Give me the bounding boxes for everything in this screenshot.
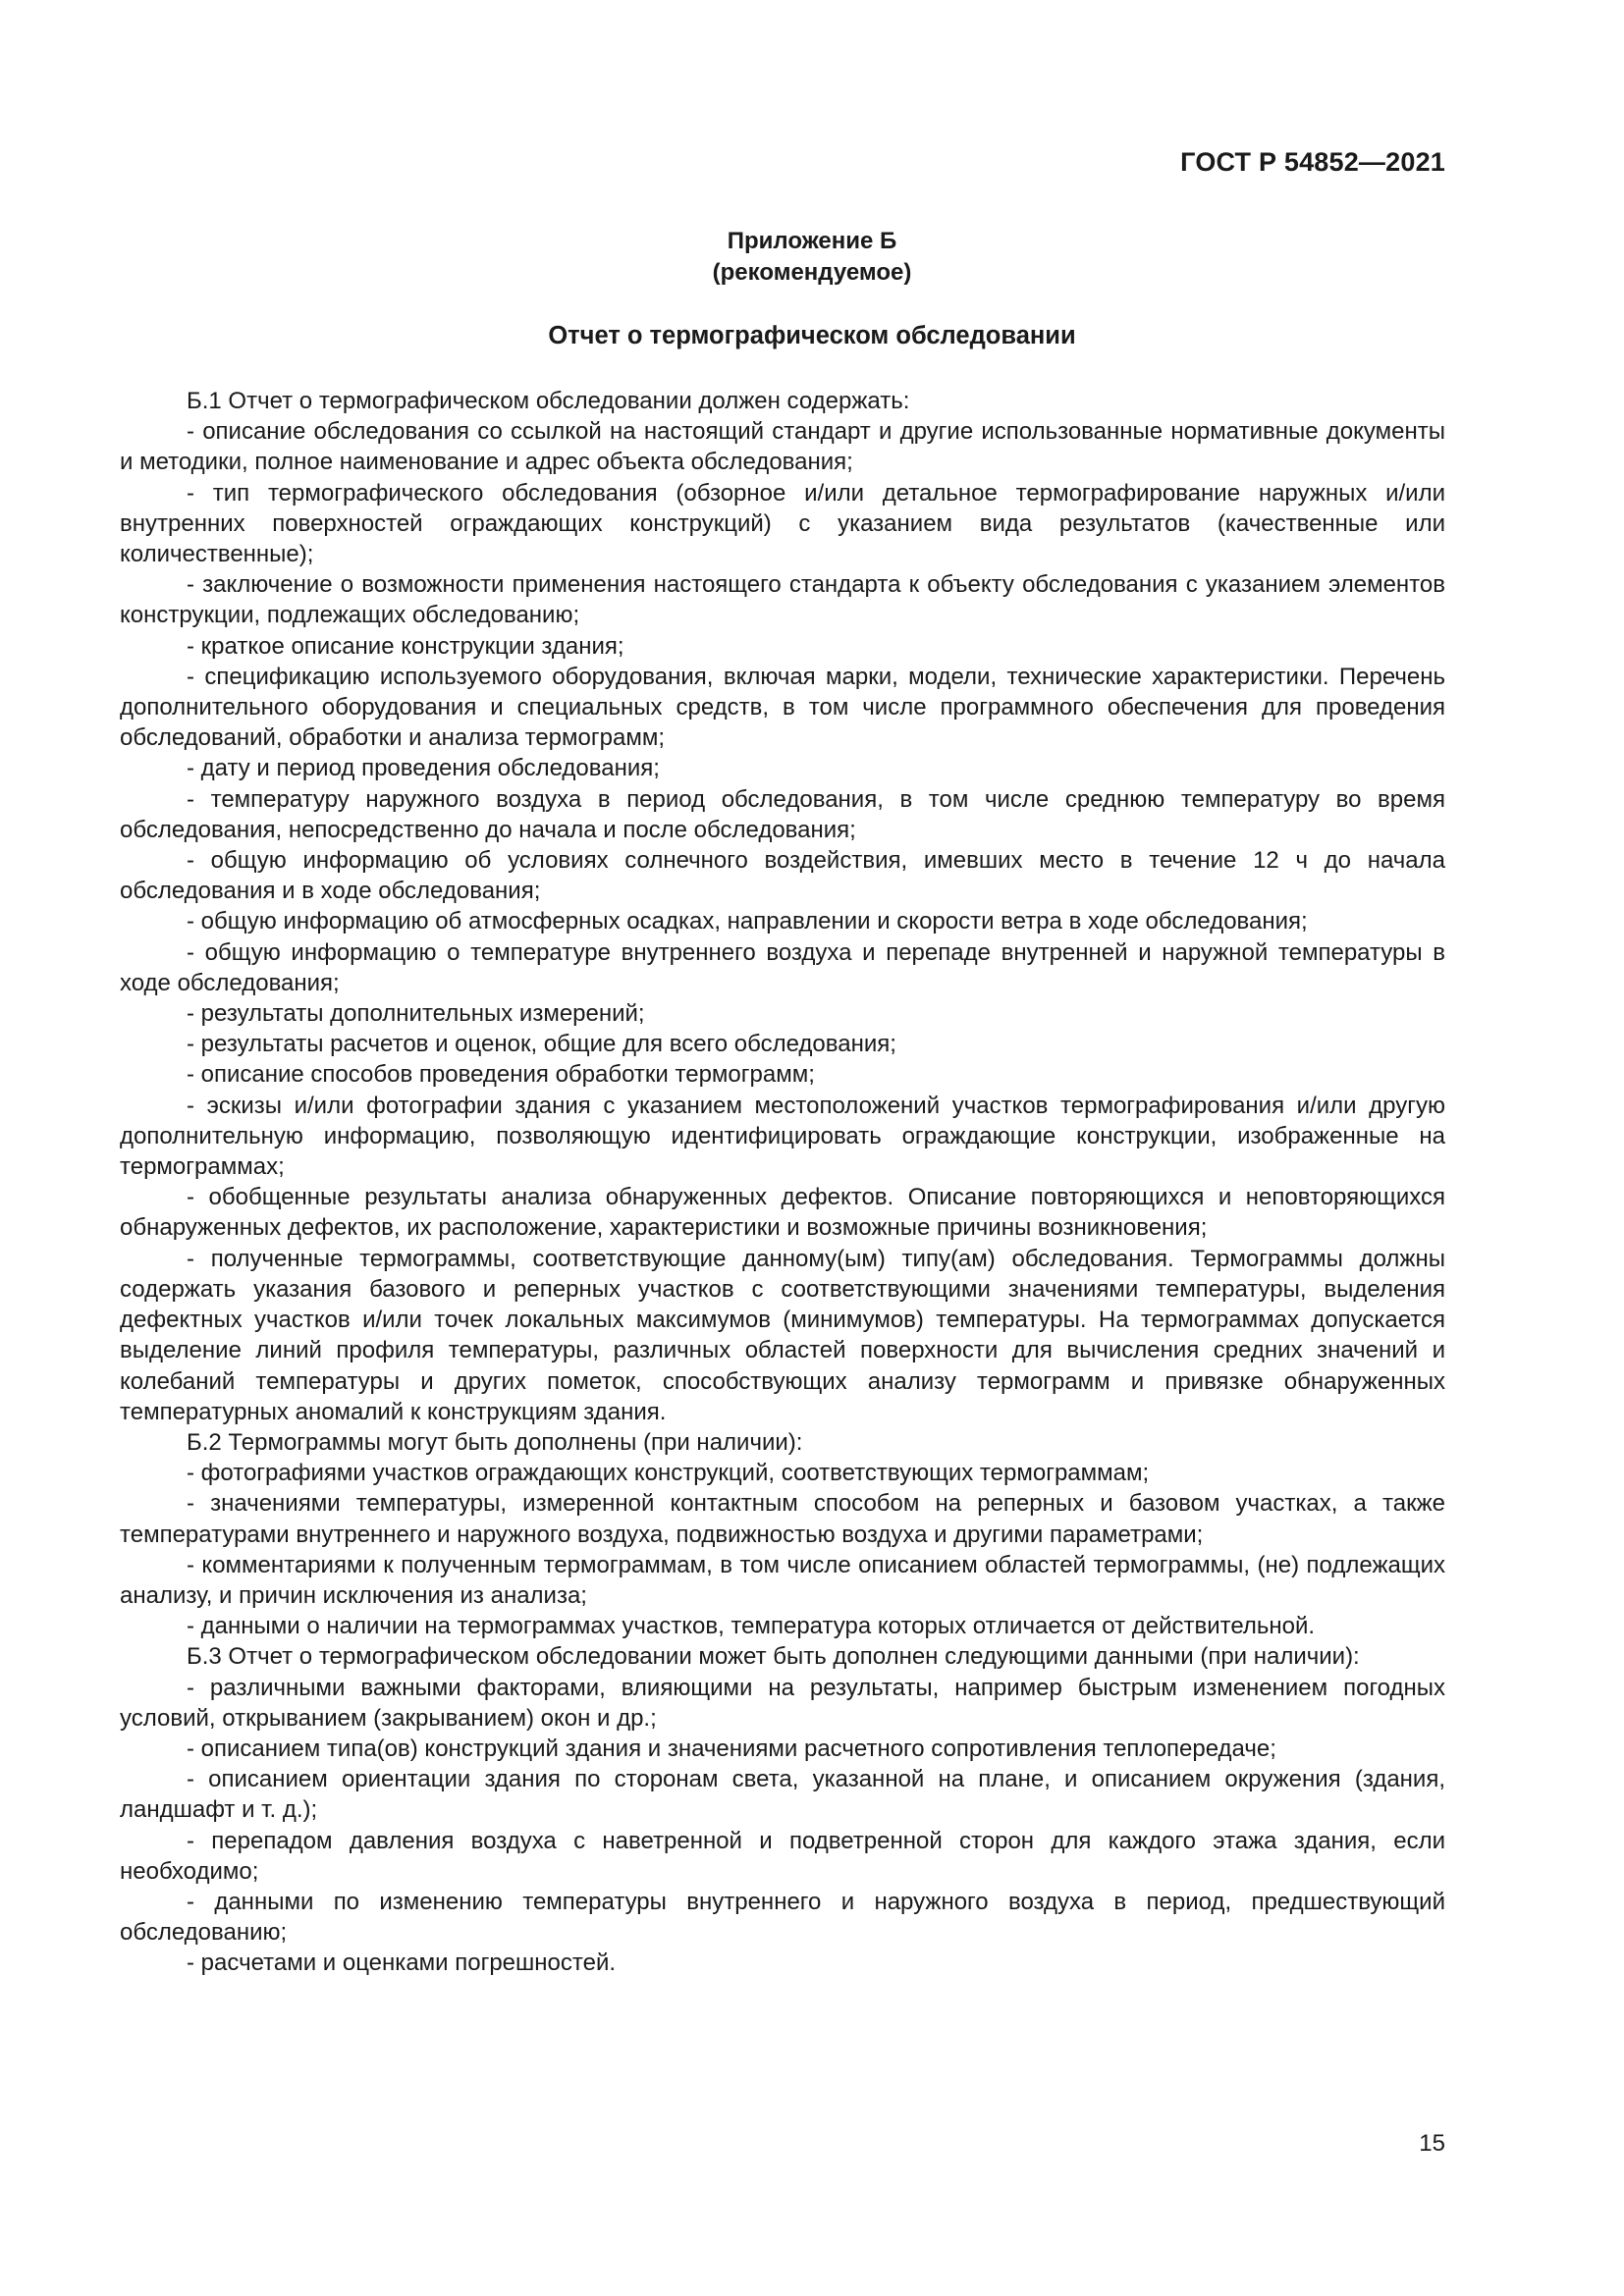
- paragraph: - описанием ориентации здания по сторонам света, указанной на плане, и описанием окружения (здания, ландшафт и т. д.);: [120, 1766, 1445, 1824]
- body-text: [120, 386, 1445, 1979]
- paragraph: - общую информацию об атмосферных осадках, направлении и скорости ветра в ходе обследования;: [187, 908, 1308, 935]
- paragraph: - общую информацию о температуре внутреннего воздуха и перепаде внутренней и наружной температуры в ходе обследования;: [120, 938, 1445, 996]
- appendix-status: (рекомендуемое): [712, 259, 912, 286]
- appendix-title: Приложение Б: [727, 228, 897, 254]
- appendix-heading: [0, 226, 1624, 289]
- paragraph: - описание обследования со ссылкой на настоящий стандарт и другие использованные нормативные документы и методики, полное наименование и адрес объекта обследования;: [120, 418, 1445, 476]
- paragraph: - описание способов проведения обработки термограмм;: [187, 1061, 815, 1089]
- section-title: Отчет о термографическом обследовании: [548, 322, 1076, 349]
- paragraph: - краткое описание конструкции здания;: [187, 632, 624, 660]
- paragraph: - температуру наружного воздуха в период обследования, в том числе среднюю температуру во время обследования, непосредственно до начала и после обследования;: [120, 785, 1445, 843]
- paragraph: - спецификацию используемого оборудования, включая марки, модели, технические характеристики. Перечень дополнительного оборудования и специальных средств, в том числе программного обеспечения для проведения обследований, обработки и анализа термограмм;: [120, 663, 1445, 752]
- paragraph: - заключение о возможности применения настоящего стандарта к объекту обследования с указанием элементов конструкции, подлежащих обследованию;: [120, 571, 1445, 629]
- paragraph: - комментариями к полученным термограммам, в том числе описанием областей термограммы, (не) подлежащих анализу, и причин исключения из анализа;: [120, 1551, 1445, 1609]
- paragraph: Б.1 Отчет о термографическом обследовании должен содержать:: [187, 388, 910, 414]
- paragraph: - фотографиями участков ограждающих конструкций, соответствующих термограммам;: [187, 1460, 1150, 1487]
- paragraph: - перепадом давления воздуха с наветренной и подветренной сторон для каждого этажа здания, если необходимо;: [120, 1827, 1445, 1885]
- paragraph: - результаты расчетов и оценок, общие для всего обследования;: [187, 1031, 896, 1058]
- paragraph: - значениями температуры, измеренной контактным способом на реперных и базовом участках, а также температурами внутреннего и наружного воздуха, подвижностью воздуха и другими параметрами;: [120, 1490, 1445, 1548]
- paragraph: - тип термографического обследования (обзорное и/или детальное термографирование наружных и/или внутренних поверхностей ограждающих конструкций) с указанием вида результатов (качественные или количественные);: [120, 479, 1445, 568]
- paragraph: - дату и период проведения обследования;: [187, 755, 660, 782]
- paragraph: - данными о наличии на термограммах участков, температура которых отличается от действительной.: [187, 1613, 1316, 1640]
- paragraph: - данными по изменению температуры внутреннего и наружного воздуха в период, предшествующий обследованию;: [120, 1888, 1445, 1947]
- paragraph: - эскизы и/или фотографии здания с указанием местоположений участков термографирования и/или другую дополнительную информацию, позволяющую идентифицировать ограждающие конструкции, изображенные на термограммах;: [120, 1092, 1445, 1181]
- paragraph: - обобщенные результаты анализа обнаруженных дефектов. Описание повторяющихся и неповторяющихся обнаруженных дефектов, их расположение, характеристики и возможные причины возникновения;: [120, 1184, 1445, 1242]
- paragraph: - различными важными факторами, влияющими на результаты, например быстрым изменением погодных условий, открыванием (закрыванием) окон и др.;: [120, 1674, 1445, 1732]
- page-number: 15: [1419, 2130, 1445, 2157]
- paragraph: - расчетами и оценками погрешностей.: [187, 1949, 617, 1977]
- paragraph: - полученные термограммы, соответствующие данному(ым) типу(ам) обследования. Термограммы должны содержать указания базового и реперных участков с соответствующими значениями температуры, выделения дефектных участков и/или точек локальных максимумов (минимумов) температуры. На термограммах допускается выделение линий профиля температуры, различных областей поверхности для вычисления средних значений и колебаний температуры и других пометок, способствующих анализу термограмм и привязке обнаруженных температурных аномалий к конструкциям здания.: [120, 1245, 1445, 1425]
- paragraph: - результаты дополнительных измерений;: [187, 1000, 645, 1028]
- document-code: ГОСТ Р 54852—2021: [1180, 147, 1445, 177]
- paragraph: Б.2 Термограммы могут быть дополнены (при наличии):: [187, 1428, 803, 1456]
- paragraph: Б.3 Отчет о термографическом обследовании может быть дополнен следующими данными (при наличии):: [187, 1643, 1360, 1671]
- paragraph: - описанием типа(ов) конструкций здания и значениями расчетного сопротивления теплопередаче;: [187, 1735, 1276, 1762]
- paragraph: - общую информацию об условиях солнечного воздействия, имевших место в течение 12 ч до начала обследования и в ходе обследования;: [120, 847, 1445, 905]
